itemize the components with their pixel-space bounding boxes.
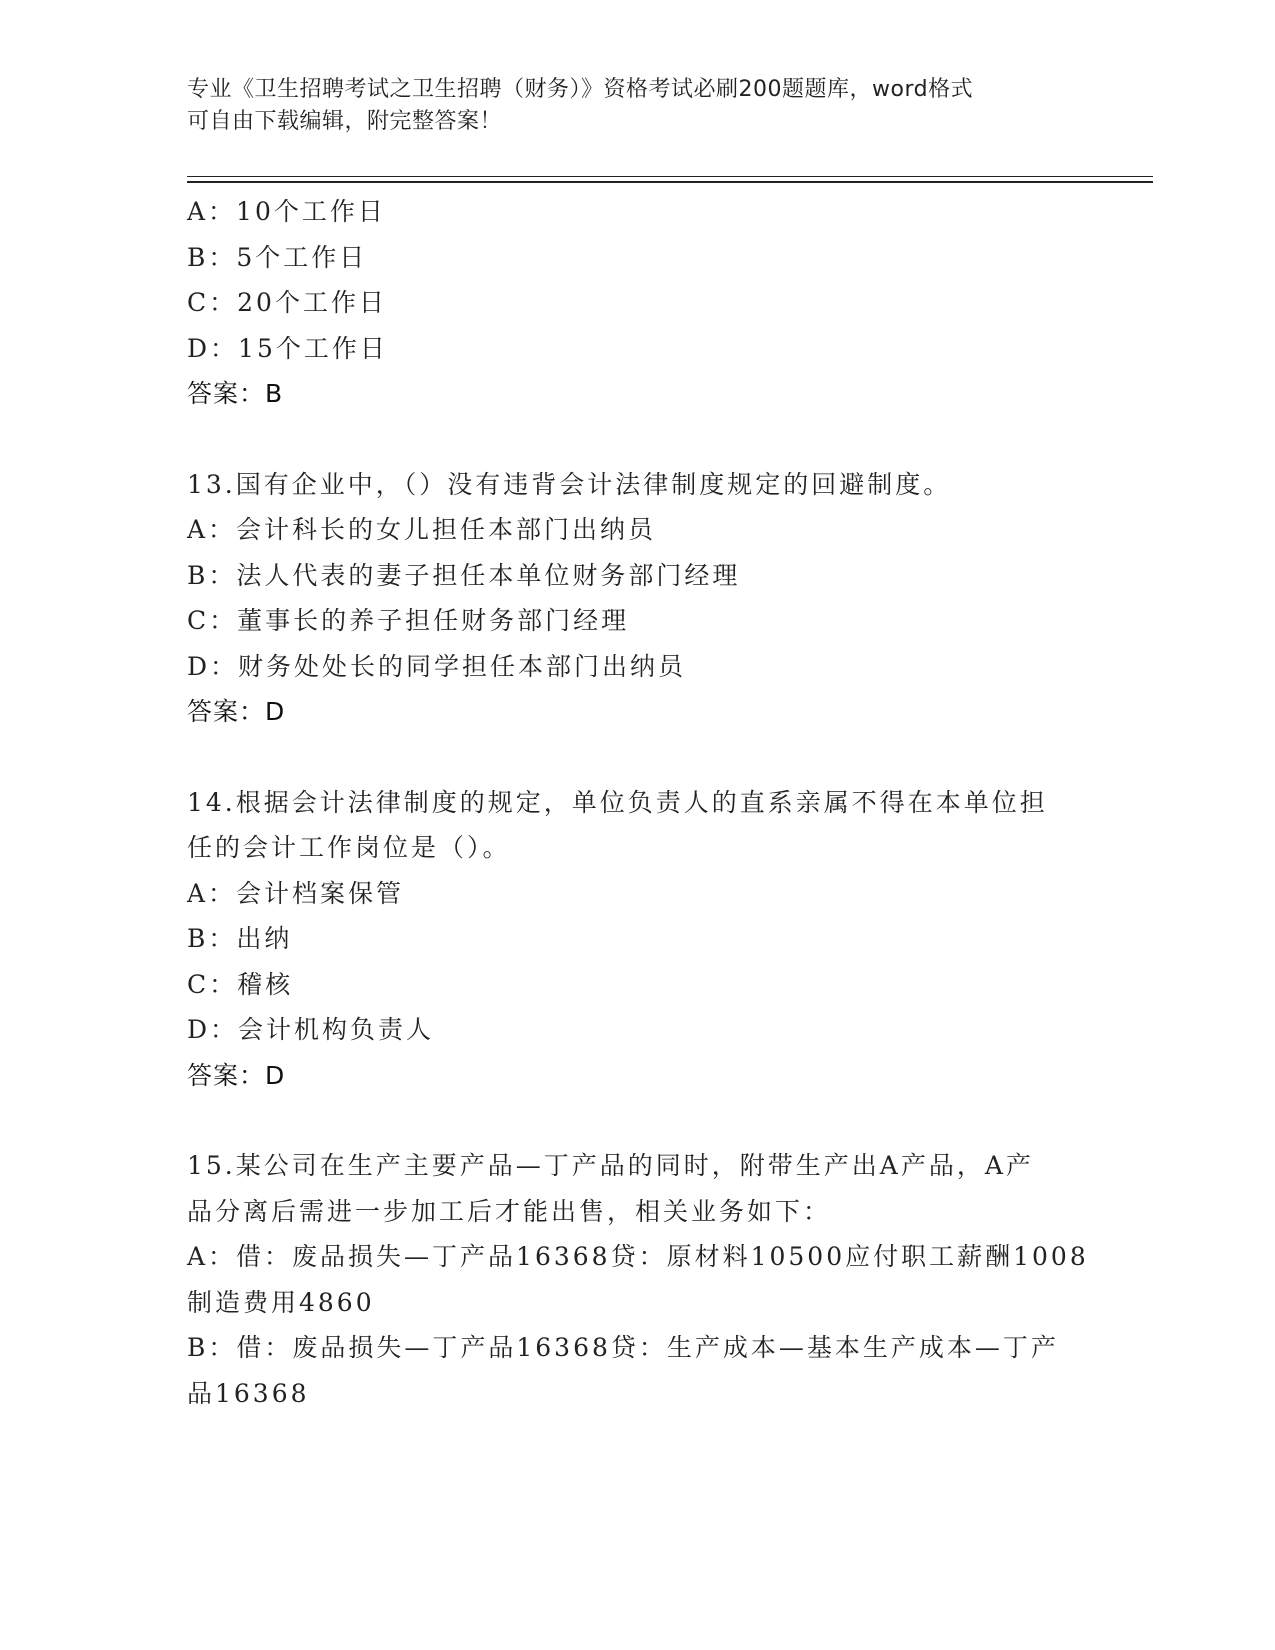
option-b: B：5个工作日 [187,242,368,272]
answer: 答案：B [187,379,284,408]
option-a: A：会计科长的女儿担任本部门出纳员 [187,515,657,544]
option-c: C：稽核 [187,969,294,999]
spacer [187,417,1087,462]
question-12-block [187,189,1087,417]
option-b-line-2: 品16368 [187,1378,310,1408]
header-divider-thick [187,181,1153,183]
spacer [187,735,1087,780]
answer: 答案：D [187,697,286,726]
header-line-2: 可自由下载编辑，附完整答案！ [187,109,503,134]
option-b: B：出纳 [187,924,293,953]
option-d: D：15个工作日 [187,333,388,363]
question-15-block [187,1143,1087,1416]
option-a: A：10个工作日 [187,197,386,226]
question-stem: 13.国有企业中，（）没有违背会计法律制度规定的回避制度。 [187,469,952,499]
option-c: C：20个工作日 [187,288,387,317]
option-b-line-1: B：借：废品损失—丁产品16368贷：生产成本—基本生产成本—丁产 [187,1333,1059,1362]
option-d: D：财务处处长的同学担任本部门出纳员 [187,651,687,681]
question-14-block [187,780,1087,1099]
question-stem-line-2: 任的会计工作岗位是（）。 [187,833,511,862]
header-divider-thin [187,176,1153,177]
question-content [187,189,1087,1416]
option-c: C：董事长的养子担任财务部门经理 [187,606,630,635]
option-a-line-2: 制造费用4860 [187,1287,375,1317]
document-header [187,74,1087,138]
question-13-block [187,462,1087,735]
option-a: A：会计档案保管 [187,878,405,908]
header-line-1: 专业《卫生招聘考试之卫生招聘（财务）》资格考试必刷200题题库，word格式 [187,77,974,102]
question-stem-line-1: 15.某公司在生产主要产品—丁产品的同时，附带生产出A产品，A产 [187,1151,1034,1180]
spacer [187,1098,1087,1143]
answer: 答案：D [187,1060,286,1090]
option-d: D：会计机构负责人 [187,1015,435,1044]
option-b: B：法人代表的妻子担任本单位财务部门经理 [187,560,741,590]
question-stem-line-2: 品分离后需进一步加工后才能出售，相关业务如下： [187,1196,832,1226]
option-a-line-1: A：借：废品损失—丁产品16368贷：原材料10500应付职工薪酬1008 [187,1242,1089,1271]
question-stem-line-1: 14.根据会计法律制度的规定，单位负责人的直系亲属不得在本单位担 [187,787,1048,817]
